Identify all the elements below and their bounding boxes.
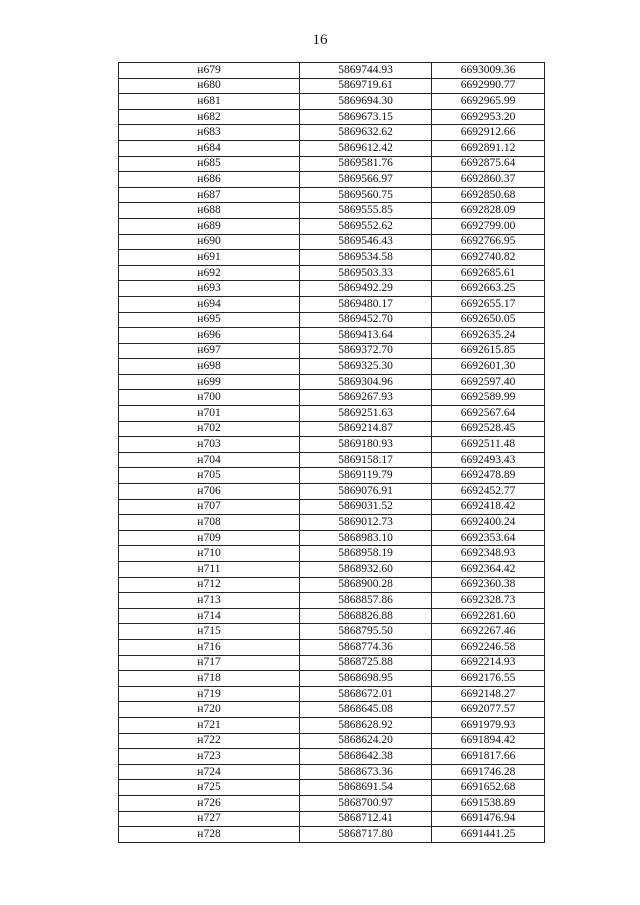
point-id-cell: н688 xyxy=(119,203,300,219)
x-coordinate-cell: 5868717.80 xyxy=(300,827,432,843)
y-coordinate-cell: 6692452.77 xyxy=(432,484,545,500)
point-id-cell: н721 xyxy=(119,717,300,733)
x-coordinate-cell: 5869180.93 xyxy=(300,437,432,453)
x-coordinate-cell: 5868857.86 xyxy=(300,593,432,609)
point-id-cell: н703 xyxy=(119,437,300,453)
table-row xyxy=(119,624,545,640)
point-id-cell: н696 xyxy=(119,328,300,344)
point-id-cell: н705 xyxy=(119,468,300,484)
y-coordinate-cell: 6691894.42 xyxy=(432,733,545,749)
table-row xyxy=(119,671,545,687)
point-id-cell: н686 xyxy=(119,172,300,188)
point-id-cell: н713 xyxy=(119,593,300,609)
y-coordinate-cell: 6693009.36 xyxy=(432,63,545,79)
table-row xyxy=(119,686,545,702)
y-coordinate-cell: 6692655.17 xyxy=(432,296,545,312)
x-coordinate-cell: 5869612.42 xyxy=(300,140,432,156)
x-coordinate-cell: 5869581.76 xyxy=(300,156,432,172)
y-coordinate-cell: 6692511.48 xyxy=(432,437,545,453)
x-coordinate-cell: 5868628.92 xyxy=(300,717,432,733)
point-id-cell: н712 xyxy=(119,577,300,593)
page-number: 16 xyxy=(312,32,328,48)
y-coordinate-cell: 6692348.93 xyxy=(432,546,545,562)
table-row xyxy=(119,764,545,780)
x-coordinate-cell: 5869546.43 xyxy=(300,234,432,250)
table-row xyxy=(119,655,545,671)
y-coordinate-cell: 6692478.89 xyxy=(432,468,545,484)
point-id-cell: н700 xyxy=(119,390,300,406)
y-coordinate-cell: 6692077.57 xyxy=(432,702,545,718)
point-id-cell: н695 xyxy=(119,312,300,328)
point-id-cell: н691 xyxy=(119,250,300,266)
y-coordinate-cell: 6692953.20 xyxy=(432,109,545,125)
point-id-cell: н726 xyxy=(119,795,300,811)
y-coordinate-cell: 6692912.66 xyxy=(432,125,545,141)
y-coordinate-cell: 6691652.68 xyxy=(432,780,545,796)
point-id-cell: н718 xyxy=(119,671,300,687)
point-id-cell: н704 xyxy=(119,452,300,468)
point-id-cell: н690 xyxy=(119,234,300,250)
x-coordinate-cell: 5869503.33 xyxy=(300,265,432,281)
table-row xyxy=(119,811,545,827)
y-coordinate-cell: 6692850.68 xyxy=(432,187,545,203)
y-coordinate-cell: 6692214.93 xyxy=(432,655,545,671)
x-coordinate-cell: 5868642.38 xyxy=(300,749,432,765)
point-id-cell: н693 xyxy=(119,281,300,297)
x-coordinate-cell: 5869566.97 xyxy=(300,172,432,188)
table-row xyxy=(119,530,545,546)
y-coordinate-cell: 6692493.43 xyxy=(432,452,545,468)
x-coordinate-cell: 5869372.70 xyxy=(300,343,432,359)
table-row xyxy=(119,593,545,609)
y-coordinate-cell: 6692597.40 xyxy=(432,374,545,390)
x-coordinate-cell: 5868673.36 xyxy=(300,764,432,780)
y-coordinate-cell: 6691817.66 xyxy=(432,749,545,765)
x-coordinate-cell: 5868712.41 xyxy=(300,811,432,827)
table-row xyxy=(119,437,545,453)
x-coordinate-cell: 5868672.01 xyxy=(300,686,432,702)
table-row xyxy=(119,234,545,250)
table-row xyxy=(119,94,545,110)
y-coordinate-cell: 6692528.45 xyxy=(432,421,545,437)
table-row xyxy=(119,390,545,406)
x-coordinate-cell: 5869534.58 xyxy=(300,250,432,266)
coordinates-table xyxy=(118,62,545,843)
point-id-cell: н720 xyxy=(119,702,300,718)
table-row xyxy=(119,265,545,281)
y-coordinate-cell: 6691441.25 xyxy=(432,827,545,843)
x-coordinate-cell: 5869673.15 xyxy=(300,109,432,125)
table-row xyxy=(119,156,545,172)
y-coordinate-cell: 6691979.93 xyxy=(432,717,545,733)
x-coordinate-cell: 5869267.93 xyxy=(300,390,432,406)
x-coordinate-cell: 5869452.70 xyxy=(300,312,432,328)
x-coordinate-cell: 5869719.61 xyxy=(300,78,432,94)
x-coordinate-cell: 5869555.85 xyxy=(300,203,432,219)
x-coordinate-cell: 5868826.88 xyxy=(300,608,432,624)
point-id-cell: н725 xyxy=(119,780,300,796)
y-coordinate-cell: 6692246.58 xyxy=(432,639,545,655)
table-row xyxy=(119,421,545,437)
x-coordinate-cell: 5868795.50 xyxy=(300,624,432,640)
table-row xyxy=(119,109,545,125)
x-coordinate-cell: 5869744.93 xyxy=(300,63,432,79)
y-coordinate-cell: 6692353.64 xyxy=(432,530,545,546)
y-coordinate-cell: 6692740.82 xyxy=(432,250,545,266)
point-id-cell: н684 xyxy=(119,140,300,156)
table-row xyxy=(119,296,545,312)
table-row xyxy=(119,749,545,765)
table-row xyxy=(119,125,545,141)
x-coordinate-cell: 5869560.75 xyxy=(300,187,432,203)
x-coordinate-cell: 5869012.73 xyxy=(300,515,432,531)
y-coordinate-cell: 6692685.61 xyxy=(432,265,545,281)
table-row xyxy=(119,562,545,578)
point-id-cell: н715 xyxy=(119,624,300,640)
x-coordinate-cell: 5869694.30 xyxy=(300,94,432,110)
x-coordinate-cell: 5869158.17 xyxy=(300,452,432,468)
table-row xyxy=(119,281,545,297)
table-row xyxy=(119,702,545,718)
point-id-cell: н716 xyxy=(119,639,300,655)
y-coordinate-cell: 6692766.95 xyxy=(432,234,545,250)
table-row xyxy=(119,328,545,344)
x-coordinate-cell: 5868900.28 xyxy=(300,577,432,593)
x-coordinate-cell: 5869304.96 xyxy=(300,374,432,390)
table-row xyxy=(119,717,545,733)
x-coordinate-cell: 5869480.17 xyxy=(300,296,432,312)
point-id-cell: н702 xyxy=(119,421,300,437)
point-id-cell: н692 xyxy=(119,265,300,281)
x-coordinate-cell: 5868624.20 xyxy=(300,733,432,749)
table-row xyxy=(119,250,545,266)
point-id-cell: н682 xyxy=(119,109,300,125)
table-row xyxy=(119,484,545,500)
table-row xyxy=(119,577,545,593)
table-row xyxy=(119,374,545,390)
x-coordinate-cell: 5868691.54 xyxy=(300,780,432,796)
x-coordinate-cell: 5868958.19 xyxy=(300,546,432,562)
table-row xyxy=(119,359,545,375)
point-id-cell: н711 xyxy=(119,562,300,578)
table-row xyxy=(119,639,545,655)
table-row xyxy=(119,468,545,484)
y-coordinate-cell: 6692891.12 xyxy=(432,140,545,156)
x-coordinate-cell: 5869031.52 xyxy=(300,499,432,515)
y-coordinate-cell: 6692148.27 xyxy=(432,686,545,702)
x-coordinate-cell: 5869632.62 xyxy=(300,125,432,141)
point-id-cell: н699 xyxy=(119,374,300,390)
y-coordinate-cell: 6692875.64 xyxy=(432,156,545,172)
point-id-cell: н687 xyxy=(119,187,300,203)
x-coordinate-cell: 5869325.30 xyxy=(300,359,432,375)
y-coordinate-cell: 6692650.05 xyxy=(432,312,545,328)
point-id-cell: н723 xyxy=(119,749,300,765)
y-coordinate-cell: 6692860.37 xyxy=(432,172,545,188)
table-row xyxy=(119,780,545,796)
table-row xyxy=(119,499,545,515)
point-id-cell: н698 xyxy=(119,359,300,375)
y-coordinate-cell: 6692990.77 xyxy=(432,78,545,94)
point-id-cell: н706 xyxy=(119,484,300,500)
point-id-cell: н717 xyxy=(119,655,300,671)
table-row xyxy=(119,218,545,234)
y-coordinate-cell: 6692281.60 xyxy=(432,608,545,624)
point-id-cell: н724 xyxy=(119,764,300,780)
coordinates-table-body xyxy=(119,63,545,843)
table-row xyxy=(119,172,545,188)
x-coordinate-cell: 5869413.64 xyxy=(300,328,432,344)
x-coordinate-cell: 5868645.08 xyxy=(300,702,432,718)
table-row xyxy=(119,795,545,811)
point-id-cell: н697 xyxy=(119,343,300,359)
y-coordinate-cell: 6692400.24 xyxy=(432,515,545,531)
point-id-cell: н719 xyxy=(119,686,300,702)
table-row xyxy=(119,546,545,562)
table-row xyxy=(119,187,545,203)
table-row xyxy=(119,452,545,468)
point-id-cell: н707 xyxy=(119,499,300,515)
table-row xyxy=(119,515,545,531)
x-coordinate-cell: 5869214.87 xyxy=(300,421,432,437)
y-coordinate-cell: 6692364.42 xyxy=(432,562,545,578)
point-id-cell: н728 xyxy=(119,827,300,843)
x-coordinate-cell: 5868700.97 xyxy=(300,795,432,811)
point-id-cell: н694 xyxy=(119,296,300,312)
x-coordinate-cell: 5869251.63 xyxy=(300,406,432,422)
y-coordinate-cell: 6691746.28 xyxy=(432,764,545,780)
x-coordinate-cell: 5868774.36 xyxy=(300,639,432,655)
table-row xyxy=(119,827,545,843)
point-id-cell: н708 xyxy=(119,515,300,531)
point-id-cell: н714 xyxy=(119,608,300,624)
y-coordinate-cell: 6692828.09 xyxy=(432,203,545,219)
y-coordinate-cell: 6691538.89 xyxy=(432,795,545,811)
y-coordinate-cell: 6692601.30 xyxy=(432,359,545,375)
x-coordinate-cell: 5869492.29 xyxy=(300,281,432,297)
table-row xyxy=(119,140,545,156)
y-coordinate-cell: 6691476.94 xyxy=(432,811,545,827)
y-coordinate-cell: 6692589.99 xyxy=(432,390,545,406)
point-id-cell: н689 xyxy=(119,218,300,234)
point-id-cell: н722 xyxy=(119,733,300,749)
point-id-cell: н710 xyxy=(119,546,300,562)
y-coordinate-cell: 6692799.00 xyxy=(432,218,545,234)
y-coordinate-cell: 6692663.25 xyxy=(432,281,545,297)
table-row xyxy=(119,733,545,749)
y-coordinate-cell: 6692267.46 xyxy=(432,624,545,640)
y-coordinate-cell: 6692360.38 xyxy=(432,577,545,593)
point-id-cell: н685 xyxy=(119,156,300,172)
x-coordinate-cell: 5868932.60 xyxy=(300,562,432,578)
x-coordinate-cell: 5869552.62 xyxy=(300,218,432,234)
y-coordinate-cell: 6692615.85 xyxy=(432,343,545,359)
y-coordinate-cell: 6692567.64 xyxy=(432,406,545,422)
point-id-cell: н727 xyxy=(119,811,300,827)
y-coordinate-cell: 6692635.24 xyxy=(432,328,545,344)
x-coordinate-cell: 5869119.79 xyxy=(300,468,432,484)
table-row xyxy=(119,406,545,422)
table-row xyxy=(119,63,545,79)
x-coordinate-cell: 5868725.88 xyxy=(300,655,432,671)
point-id-cell: н701 xyxy=(119,406,300,422)
point-id-cell: н681 xyxy=(119,94,300,110)
x-coordinate-cell: 5868983.10 xyxy=(300,530,432,546)
point-id-cell: н709 xyxy=(119,530,300,546)
x-coordinate-cell: 5869076.91 xyxy=(300,484,432,500)
y-coordinate-cell: 6692418.42 xyxy=(432,499,545,515)
table-row xyxy=(119,608,545,624)
y-coordinate-cell: 6692176.55 xyxy=(432,671,545,687)
x-coordinate-cell: 5868698.95 xyxy=(300,671,432,687)
point-id-cell: н679 xyxy=(119,63,300,79)
table-row xyxy=(119,78,545,94)
table-row xyxy=(119,343,545,359)
table-row xyxy=(119,312,545,328)
y-coordinate-cell: 6692965.99 xyxy=(432,94,545,110)
y-coordinate-cell: 6692328.73 xyxy=(432,593,545,609)
point-id-cell: н680 xyxy=(119,78,300,94)
point-id-cell: н683 xyxy=(119,125,300,141)
table-row xyxy=(119,203,545,219)
